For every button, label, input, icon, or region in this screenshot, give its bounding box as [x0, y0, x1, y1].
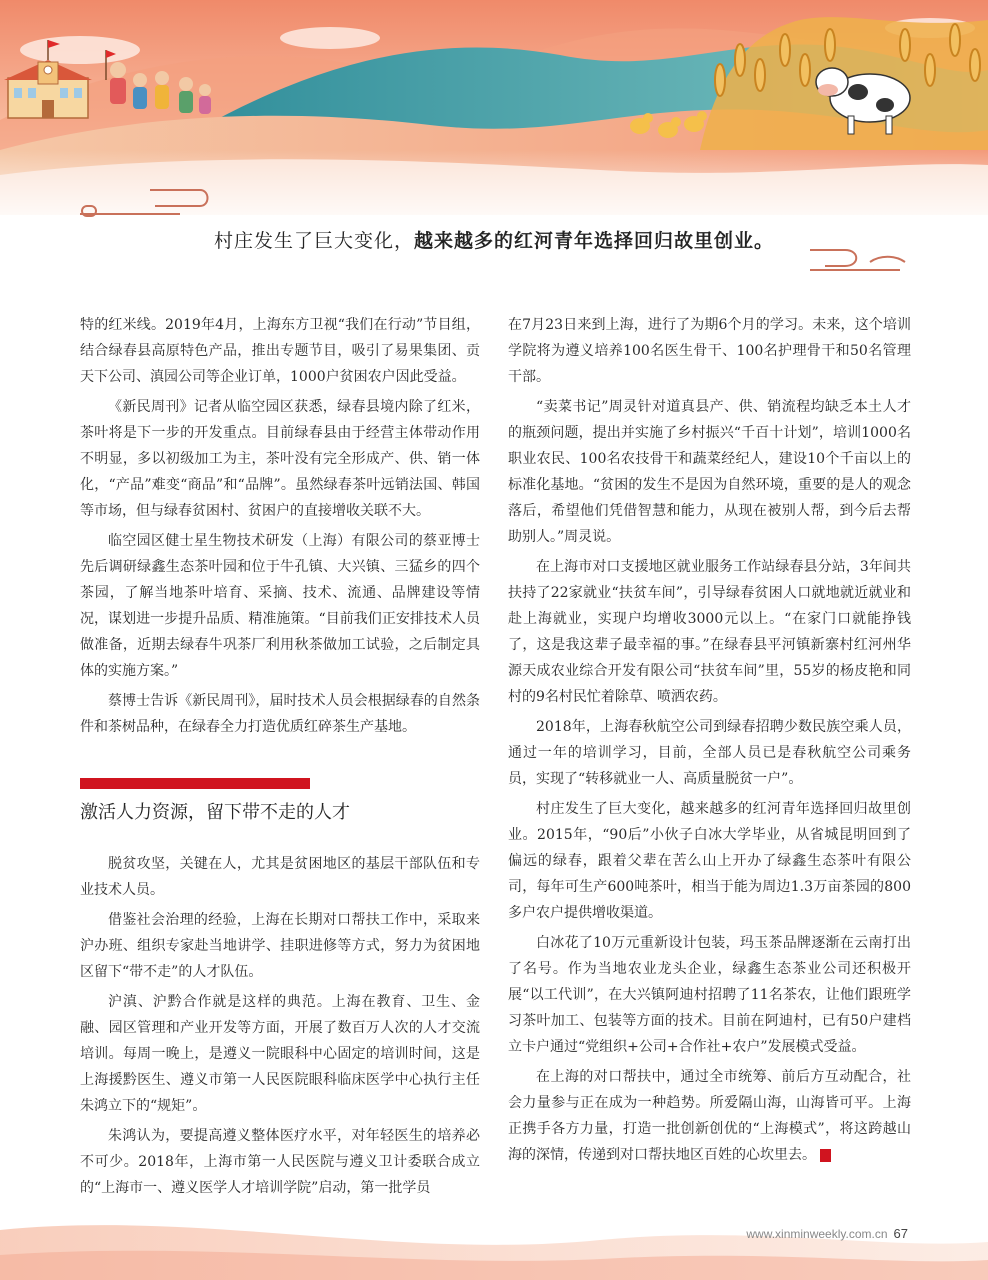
- footer-url: www.xinminweekly.com.cn: [746, 1227, 888, 1241]
- paragraph: 临空园区健士星生物技术研发（上海）有限公司的蔡亚博士先后调研绿鑫生态茶叶园和位于牛孔镇、大兴镇、三猛乡的四个茶园，了解当地茶叶培育、采摘、技术、流通、品牌建设等情况，谋划进一步提升品质、精准施策。“目前我们正安排技术人员做准备，近期去绿春牛巩茶厂利用秋茶做加工试验，之后制定具体的实施方案。”: [80, 533, 480, 679]
- paragraph: 朱鸿认为，要提高遵义整体医疗水平，对年轻医生的培养必不可少。2018年，上海市第一人民医院与遵义卫计委联合成立的“上海市一、遵义医学人才培训学院”启动，第一批学员: [80, 1128, 480, 1196]
- paragraph: 借鉴社会治理的经验，上海在长期对口帮扶工作中，采取来沪办班、组织专家赴当地讲学、挂职进修等方式，努力为贫困地区留下“带不走”的人才队伍。: [80, 912, 480, 980]
- paragraph: 村庄发生了巨大变化，越来越多的红河青年选择回归故里创业。2015年，“90后”小伙子白冰大学毕业，从省城昆明回到了偏远的绿春，跟着父辈在苦么山上开办了绿鑫生态茶叶有限公司，每年可生产600吨茶叶，相当于能为周边1.3万亩茶园的800多户农户提供增收渠道。: [508, 801, 911, 921]
- header-illustration: [0, 0, 988, 300]
- pull-quote-normal: 村庄发生了巨大变化，: [213, 230, 414, 252]
- fade-overlay: [0, 150, 988, 230]
- paragraph: 沪滇、沪黔合作就是这样的典范。上海在教育、卫生、金融、园区管理和产业开发等方面，开展了数百万人次的人才交流培训。每周一晚上，是遵义一院眼科中心固定的培训时间，这是上海援黔医生、遵义市第一人民医院眼科临床医学中心执行主任朱鸿立下的“规矩”。: [80, 994, 480, 1114]
- pull-quote-bold: 越来越多的红河青年选择回归故里创业。: [414, 230, 775, 252]
- header-artwork: [0, 0, 988, 300]
- paragraph: 特的红米线。2019年4月，上海东方卫视“我们在行动”节目组，结合绿春县高原特色产品，推出专题节目，吸引了易果集团、贡天下公司、滇园公司等企业订单，1000户贫困农户因此受益。: [80, 317, 480, 385]
- paragraph-final-text: 在上海的对口帮扶中，通过全市统筹、前后方互动配合，社会力量参与正在成为一种趋势。所爱隔山海，山海皆可平。上海正携手各方力量，打造一批创新创优的“上海模式”，将这跨越山海的深情，传递到对口帮扶地区百姓的心坎里去。: [508, 1069, 911, 1163]
- footer-wave-decoration: [0, 1170, 988, 1280]
- paragraph: 白冰花了10万元重新设计包装，玛玉茶品牌逐渐在云南打出了名号。作为当地农业龙头企业，绿鑫生态茶业公司还积极开展“以工代训”，在大兴镇阿迪村招聘了11名茶农，让他们跟班学习茶叶加工、包装等方面的技术。目前在阿迪村，已有50户建档立卡户通过“党组织+公司+合作社+农户”发展模式受益。: [508, 935, 911, 1055]
- right-column: [508, 312, 911, 1172]
- end-mark-icon: 民: [820, 1149, 831, 1162]
- section-title: 激活人力资源，留下带不走的人才: [80, 802, 350, 823]
- pull-quote: [0, 226, 988, 253]
- swirl-decoration-right: [810, 250, 905, 270]
- paragraph: 脱贫攻坚，关键在人，尤其是贫困地区的基层干部队伍和专业技术人员。: [80, 856, 480, 898]
- paragraph: “卖菜书记”周灵针对道真县产、供、销流程均缺乏本土人才的瓶颈问题，提出并实施了乡村振兴“千百十计划”，培训1000名职业农民、100名农技骨干和蔬菜经纪人，建设10个千亩以上的标准化基地。“贫困的发生不是因为自然环境，重要的是人的观念落后，希望他们凭借智慧和能力，从现在被别人帮，到今后去帮助别人。”周灵说。: [508, 399, 911, 545]
- paragraph: 《新民周刊》记者从临空园区获悉，绿春县境内除了红米，茶叶将是下一步的开发重点。目前绿春县由于经营主体带动作用不明显，多以初级加工为主，茶叶没有完全形成产、供、销一体化，“产品”难变“商品”和“品牌”。虽然绿春茶叶远销法国、韩国等市场，但与绿春贫困村、贫困户的直接增收关联不大。: [80, 399, 480, 519]
- section-accent-bar: [80, 778, 310, 789]
- page-footer: [746, 1226, 908, 1241]
- paragraph: 在7月23日来到上海，进行了为期6个月的学习。未来，这个培训学院将为遵义培养100名医生骨干、100名护理骨干和50名管理干部。: [508, 317, 911, 385]
- left-column: [80, 312, 480, 1205]
- paragraph: 2018年，上海春秋航空公司到绿春招聘少数民族空乘人员，通过一年的培训学习，目前，全部人员已是春秋航空公司乘务员，实现了“转移就业一人、高质量脱贫一户”。: [508, 719, 911, 787]
- paragraph: 在上海市对口支援地区就业服务工作站绿春县分站，3年间共扶持了22家就业“扶贫车间”，引导绿春贫困人口就地就近就业和赴上海就业，实现户均增收3000元以上。“在家门口就能挣钱了，这是我这辈子最幸福的事。”在绿春县平河镇新寨村红河州华源天成农业综合开发有限公司“扶贫车间”里，55岁的杨皮艳和同村的9名村民忙着除草、喷洒农药。: [508, 559, 911, 705]
- paragraph: 蔡博士告诉《新民周刊》，届时技术人员会根据绿春的自然条件和茶树品种，在绿春全力打造优质红碎茶生产基地。: [80, 693, 480, 735]
- paragraph-final: [508, 1064, 911, 1168]
- page-number: 67: [893, 1226, 908, 1241]
